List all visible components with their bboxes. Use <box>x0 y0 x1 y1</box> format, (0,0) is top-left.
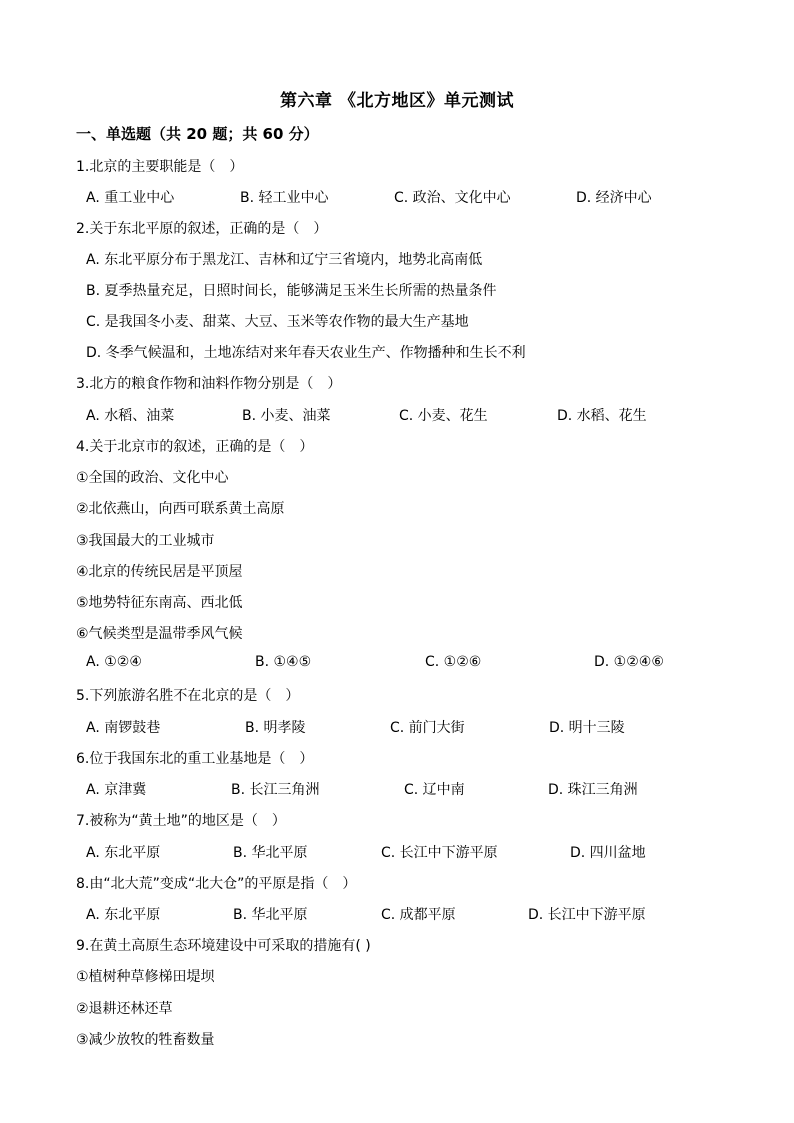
question-stem: 4.关于北京市的叙述，正确的是（ ） <box>76 439 314 455</box>
option-c: C. 小麦、花生 <box>399 408 488 424</box>
option-b: B. 华北平原 <box>233 907 308 923</box>
option-c: C. 辽中南 <box>404 782 465 798</box>
option-c: C. 政治、文化中心 <box>394 190 511 206</box>
statement: ③减少放牧的牲畜数量 <box>76 1032 215 1048</box>
question-stem: 1.北京的主要职能是（ ） <box>76 159 244 175</box>
option-b: B. 明孝陵 <box>245 720 306 736</box>
statement: ⑤地势特征东南高、西北低 <box>76 595 243 611</box>
statement: ④北京的传统民居是平顶屋 <box>76 564 243 580</box>
question-stem: 9.在黄土高原生态环境建设中可采取的措施有( ) <box>76 938 371 954</box>
statement: ⑥气候类型是温带季风气候 <box>76 626 243 642</box>
section-heading: 一、单选题（共 20 题；共 60 分） <box>76 125 319 143</box>
option-d: D. 水稻、花生 <box>557 408 647 424</box>
option-a: A. 水稻、油菜 <box>86 408 175 424</box>
option-d: D. 冬季气候温和，土地冻结对来年春天农业生产、作物播种和生长不利 <box>86 345 526 361</box>
option-a: A. ①②④ <box>86 654 142 670</box>
statement: ③我国最大的工业城市 <box>76 533 215 549</box>
statement: ①植树种草修梯田堤坝 <box>76 969 215 985</box>
option-c: C. ①②⑥ <box>425 654 482 670</box>
option-d: D. 珠江三角洲 <box>548 782 638 798</box>
option-b: B. 夏季热量充足，日照时间长，能够满足玉米生长所需的热量条件 <box>86 283 497 299</box>
option-b: B. 长江三角洲 <box>231 782 320 798</box>
option-c: C. 是我国冬小麦、甜菜、大豆、玉米等农作物的最大生产基地 <box>86 314 469 330</box>
option-a: A. 东北平原分布于黑龙江、吉林和辽宁三省境内，地势北高南低 <box>86 252 483 268</box>
option-d: D. ①②④⑥ <box>594 654 664 670</box>
option-b: B. 华北平原 <box>233 845 308 861</box>
question-stem: 3.北方的粮食作物和油料作物分别是（ ） <box>76 376 342 392</box>
option-d: D. 长江中下游平原 <box>528 907 646 923</box>
statement: ②北依燕山，向西可联系黄土高原 <box>76 501 285 517</box>
option-b: B. 轻工业中心 <box>240 190 329 206</box>
option-c: C. 长江中下游平原 <box>381 845 498 861</box>
option-a: A. 京津冀 <box>86 782 147 798</box>
question-stem: 7.被称为“黄土地”的地区是（ ） <box>76 813 286 829</box>
option-d: D. 四川盆地 <box>570 845 646 861</box>
option-a: A. 南锣鼓巷 <box>86 720 161 736</box>
option-d: D. 经济中心 <box>576 190 652 206</box>
question-stem: 2.关于东北平原的叙述，正确的是（ ） <box>76 221 328 237</box>
page-title: 第六章 《北方地区》单元测试 <box>280 91 514 111</box>
statement: ②退耕还林还草 <box>76 1001 173 1017</box>
option-b: B. ①④⑤ <box>255 654 312 670</box>
option-a: A. 东北平原 <box>86 907 161 923</box>
option-a: A. 重工业中心 <box>86 190 175 206</box>
question-stem: 5.下列旅游名胜不在北京的是（ ） <box>76 688 300 704</box>
question-stem: 6.位于我国东北的重工业基地是（ ） <box>76 751 314 767</box>
option-b: B. 小麦、油菜 <box>242 408 331 424</box>
option-c: C. 前门大街 <box>390 720 465 736</box>
option-c: C. 成都平原 <box>381 907 456 923</box>
question-stem: 8.由“北大荒”变成“北大仓”的平原是指（ ） <box>76 876 357 892</box>
statement: ①全国的政治、文化中心 <box>76 470 229 486</box>
option-a: A. 东北平原 <box>86 845 161 861</box>
option-d: D. 明十三陵 <box>549 720 625 736</box>
